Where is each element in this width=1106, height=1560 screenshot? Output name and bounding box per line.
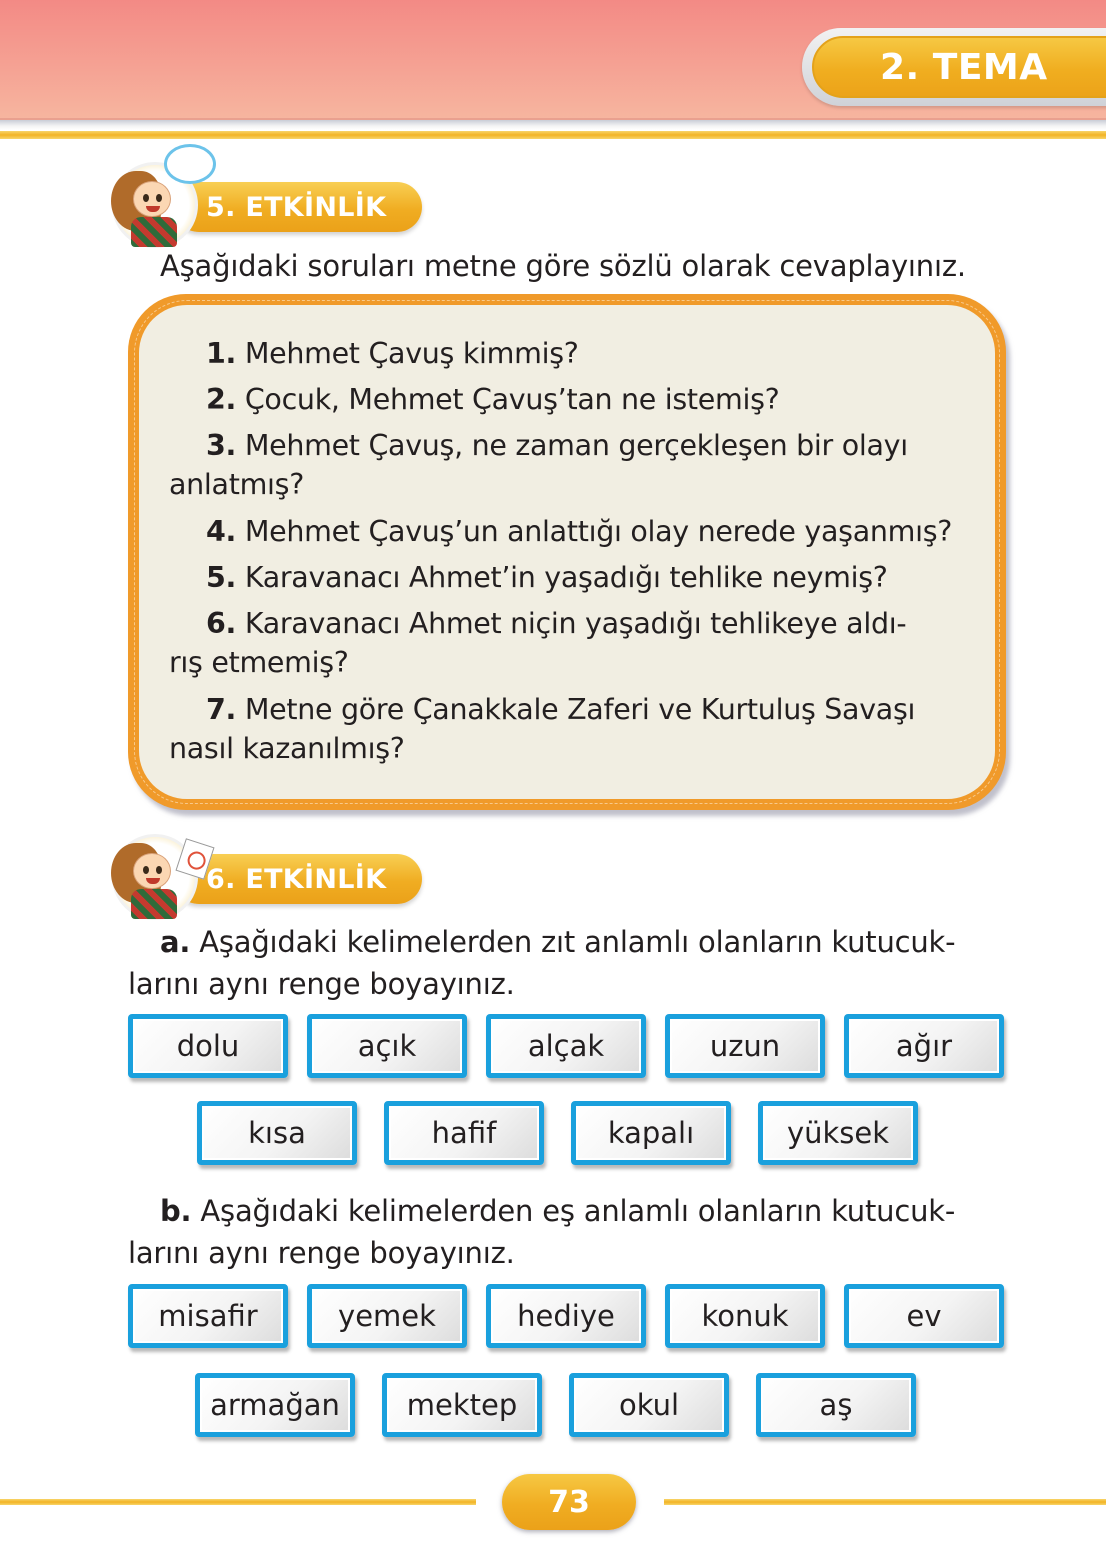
question-item: 5. Karavanacı Ahmet’in yaşadığı tehlike neymiş? <box>206 561 888 594</box>
theme-label: 2. TEMA <box>880 46 1048 88</box>
questions-list <box>139 305 995 799</box>
activity-6-pill <box>174 854 422 904</box>
activity-5-badge <box>112 150 432 230</box>
word-box[interactable]: armağan <box>195 1373 355 1437</box>
question-item: 3. Mehmet Çavuş, ne zaman gerçekleşen bir olayı <box>206 429 908 462</box>
word-box[interactable]: açık <box>307 1014 467 1078</box>
part-b-letter: b. <box>160 1194 192 1228</box>
part-b-instruction-line1: b. Aşağıdaki kelimelerden eş anlamlı olanların kutucuk- <box>160 1194 956 1228</box>
activity-6-badge <box>112 822 432 902</box>
question-item: 2. Çocuk, Mehmet Çavuş’tan ne istemiş? <box>206 383 780 416</box>
activity-6-title: 6. ETKİNLİK <box>206 863 387 895</box>
word-box[interactable]: hediye <box>486 1284 646 1348</box>
activity-5-instruction: Aşağıdaki soruları metne göre sözlü olarak cevaplayınız. <box>160 249 966 283</box>
question-item: 4. Mehmet Çavuş’un anlattığı olay nerede yaşanmış? <box>206 515 953 548</box>
word-box[interactable]: kısa <box>197 1101 357 1165</box>
speech-bubble-icon <box>164 144 216 184</box>
question-continuation: anlatmış? <box>169 468 305 501</box>
page-number: 73 <box>548 1484 590 1520</box>
question-continuation: rış etmemiş? <box>169 646 349 679</box>
word-box[interactable]: ev <box>844 1284 1004 1348</box>
question-item: 1. Mehmet Çavuş kimmiş? <box>206 337 579 370</box>
antonym-row-1 <box>128 1014 1023 1078</box>
word-box[interactable]: dolu <box>128 1014 288 1078</box>
activity-5-pill <box>174 182 422 232</box>
word-box[interactable]: alçak <box>486 1014 646 1078</box>
word-box[interactable]: misafir <box>128 1284 288 1348</box>
word-box[interactable]: konuk <box>665 1284 825 1348</box>
questions-box <box>128 294 1006 810</box>
header-divider-shadow <box>0 120 1106 130</box>
question-item: 7. Metne göre Çanakkale Zaferi ve Kurtuluş Savaşı <box>206 693 916 726</box>
synonym-row-2 <box>195 1373 943 1437</box>
word-box[interactable]: kapalı <box>571 1101 731 1165</box>
part-b-instruction-line2: larını aynı renge boyayınız. <box>128 1236 515 1270</box>
theme-badge-inner <box>812 36 1106 98</box>
word-box[interactable]: mektep <box>382 1373 542 1437</box>
part-a-instruction-line1: a. Aşağıdaki kelimelerden zıt anlamlı olanların kutucuk- <box>160 925 956 959</box>
word-box[interactable]: ağır <box>844 1014 1004 1078</box>
question-item: 6. Karavanacı Ahmet niçin yaşadığı tehlikeye aldı- <box>206 607 907 640</box>
question-continuation: nasıl kazanılmış? <box>169 732 405 765</box>
word-box[interactable]: okul <box>569 1373 729 1437</box>
footer-line-right <box>664 1499 1106 1505</box>
activity-5-title: 5. ETKİNLİK <box>206 191 387 223</box>
word-box[interactable]: yüksek <box>758 1101 918 1165</box>
word-box[interactable]: hafif <box>384 1101 544 1165</box>
word-box[interactable]: uzun <box>665 1014 825 1078</box>
word-box[interactable]: aş <box>756 1373 916 1437</box>
footer-line-left <box>0 1499 476 1505</box>
part-a-instruction-line2: larını aynı renge boyayınız. <box>128 967 515 1001</box>
theme-badge <box>802 28 1106 106</box>
synonym-row-1 <box>128 1284 1023 1348</box>
part-a-letter: a. <box>160 925 191 959</box>
antonym-row-2 <box>197 1101 945 1165</box>
page-number-badge <box>502 1474 636 1530</box>
header-gold-line <box>0 131 1106 139</box>
word-box[interactable]: yemek <box>307 1284 467 1348</box>
